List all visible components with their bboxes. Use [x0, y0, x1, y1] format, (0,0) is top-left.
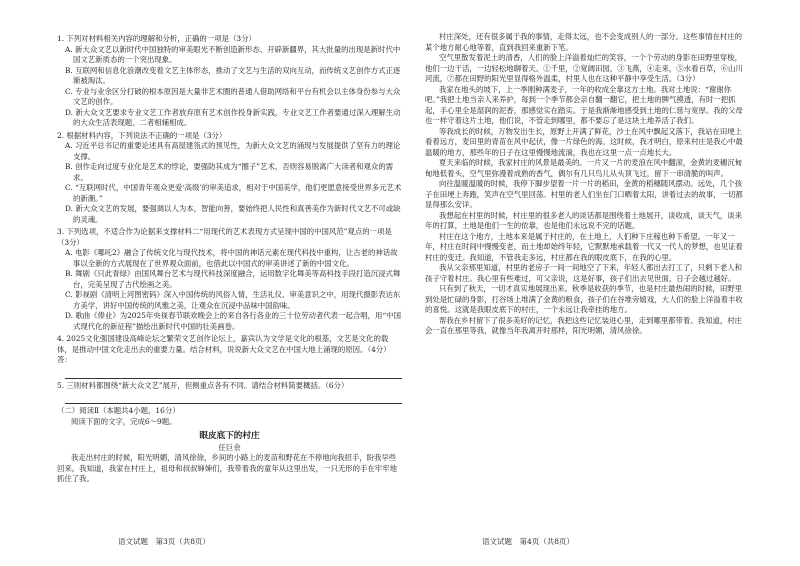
left-column — [57, 32, 402, 485]
answer-label: 答： — [57, 355, 72, 364]
question-stem: 1. 下列对材料相关内容的理解和分析，正确的一项是（3分） — [57, 34, 256, 43]
option-d: D. 新大众文艺的发展，要强调以人为本，智能向善，要始终把人民性和真善美作为新时代文艺不可或缺的灵魂。 — [65, 204, 401, 224]
article-paragraph: 空气里散发着泥土的清香，人们的脸上洋溢着灿烂的笑容，一个个劳动的身影在田野里穿梭，他们一边干活，一边轻松地聊着天。①千里，②宽阔田园，③飞燕，④走来，⑤水看百草，⑥山川河流，⑦都在田野的阳光里显得格外温柔，村里人也在这种平静中享受生活。（3分） — [425, 53, 743, 83]
option-b: B. 创作走向过度专业化是艺术的悖论，要强防其成为“圈子”艺术，否则容易脱离广大读者和观众的需求。 — [65, 162, 394, 182]
reading-section — [57, 406, 402, 485]
question-stem: 5. 三则材料都围绕“新大众文艺”展开，但侧重点各有不同。请结合材料简要概括。（6分） — [57, 380, 349, 390]
option-a: A. 新大众文艺以新时代中国独特的审美眼光不断创造新形态、开辟新疆界，其大批量的出现是新时代中国文艺新质态的一个突出现象。 — [65, 44, 401, 64]
article-paragraph: 夏天来临的时候，我家村庄的风景是最美的。一片又一片的麦浪在风中翻滚，金黄的麦穗沉甸甸地低着头，空气里弥漫着成熟的香气，偶尔有几只鸟儿从头顶飞过，留下一串清脆的叫声。 — [425, 158, 743, 178]
question-4 — [57, 334, 402, 379]
article-paragraph: 村庄在这个地方，土地本来是属于村庄的，在土地上，人们种下庄稼也种下希望。一年又一年，村庄在时间中慢慢变老，而土地却始终年轻，它默默地承载着一代又一代人的梦想，也见证着村庄的变迁。我知道，不管我走多远，村庄都在我的眼皮底下，在我的心里。 — [425, 231, 743, 262]
page-footer-right: 语文试题 第4页（共8页） — [482, 537, 575, 546]
page-footer-left: 语文试题 第3页（共8页） — [118, 537, 211, 546]
question-stem: 2. 根据材料内容，下列说法不正确的一项是（3分） — [57, 130, 227, 140]
question-3 — [57, 227, 402, 332]
option-c: C. “互联网时代，中国青年观众更爱‘高级’的审美追求，相对于中国美学，他们更愿意接受世界多元艺术的新潮。” — [65, 183, 402, 203]
question-5 — [57, 381, 402, 405]
question-2 — [57, 131, 402, 226]
option-c: C. 影视剧《清明上河图密码》深入中国传统的风俗人情，生活礼仪、审美意识之中，用现代摄影表达东方美学，讲好中国传统的风雅之美，让观众在沉浸中品味中国韵味。 — [65, 290, 401, 310]
option-a: A. 习近平总书记的重要论述具有高屋建瓴式的预见性，为新大众文艺的涌现与发展提供了坚有力的理论支撑。 — [65, 141, 401, 161]
option-d: D. 歌曲《俸业》为2025年央视春节联欢晚会上的来自各行各业的三十位劳动者代表一起合唱，用“中国式现代化的新征程”描绘出新时代中国的壮美画卷。 — [65, 311, 401, 331]
article-paragraph: 向往温暖温暖的时候，我停下脚步望着一片一片的稻田，金黄的稻穗随风摆动。远处，几个孩子在田埂上奔跑，笑声在空气里回荡。村里的老人们坐在门口晒着太阳，讲着过去的故事，一切都显得那么安详。 — [425, 179, 743, 209]
article-paragraph: 我从父亲那里知道，村里的老房子一间一间地空了下来，年轻人都出去打工了，只剩下老人和孩子守着村庄。我心里有些难过，可父亲说，这是好事，孩子们出去见世面，日子会越过越好。 — [425, 263, 743, 283]
article-title: 眼皮底下的村庄 — [199, 431, 260, 441]
article-paragraph: 村庄深处，还有很多属于我的事情，走得太远，也不会变成别人的一部分。这些事情在村庄的某个地方耐心地等着，直到我回来重新下笔。 — [425, 32, 743, 52]
answer-line[interactable] — [65, 392, 402, 404]
section-heading: （二）阅读Ⅱ（本题共4小题，16分） — [57, 406, 180, 415]
option-a: A. 电影《哪吒2》融合了传统文化与现代技术，将中国的神话元素在现代科技中重构，让古老的神话故事以全新的方式展现在了世界观众面前，也借此以中国式的审美讲述了新的中国文化。 — [65, 248, 398, 268]
option-c: C. 专业与业余区分打破的根本原因是大量非艺术圈的普通人借助网络和平台有机会以主体身份参与大众文艺的创作。 — [65, 86, 401, 106]
answer-line[interactable] — [65, 367, 402, 379]
right-column — [425, 32, 747, 337]
article-paragraph: 帮我在乡村留下了很多美好的记忆，我把这些记忆装进心里，走到哪里都带着。我知道，村庄会一直在那里等我，就像当年我离开时那样，阳光明媚，清风徐徐。 — [425, 315, 743, 335]
option-d: D. 新大众文艺要求专业文艺工作者放弃原有艺术创作投身新实践，专业文艺工作者要通过深入理解生动的大众生活表现题、二者相辅相成。 — [65, 107, 401, 127]
article-paragraph: 只有到了秋天，一切才真实地展现出来。秋季是收获的季节，也是村庄最热闹的时候，田野里到处是忙碌的身影，打谷场上堆满了金黄的粮食，孩子们在谷堆旁嬉戏，大人们的脸上洋溢着丰收的喜悦。这就是我眼皮底下的村庄，一个永远让我牵挂的地方。 — [425, 284, 743, 314]
option-b: B. 互联网和信息化浪潮改变着文艺主体形态，推动了文艺与生活的双向互动，而传统文艺创作方式正逐渐被淘汰。 — [65, 65, 401, 85]
option-b: B. 舞剧《只此青绿》由国风舞台艺术与现代科技深度融合，运用数字化舞美等高科技手段打造沉浸式舞台，完美呈现了古代绘画之美。 — [65, 269, 401, 289]
article-paragraph: 我想起在村里的时候，村庄里的很多老人的谈话都是围绕着土地展开，谈收成，谈天气，谈来年的打算，土地是他们一生的依靠，也是他们永远说不完的话题。 — [425, 210, 743, 230]
article-paragraph: 我家在地头的坡下，上一季刚种满麦子，一年的收成全靠这方土地。我对土地说：“谢谢你吧。”我把土地当亲人来养护，每到一个季节都会亲自翻一翻它，把土地的脾气摸透，有时一把抓起，手心里全是湿润的泥香，那感觉实在踏实。于是我渐渐地感受到土地的仁慈与宽厚。我的父母也一样守着这片土地，他们说，不管走到哪里，都不要忘了是这块土地养活了我们。 — [425, 84, 743, 125]
article-paragraph: 等我成长的时候，万物发出生长，原野上开满了鲜花，沙土在风中飘起又落下，我站在田埂上看着远方，麦田里的青苗在风中起伏，像一片绿色的海。这时候，我才明白，原来村庄是我心中最温暖的地方，那些年的日子在这里慢慢地流淌，我也在这里一点一点地长大。 — [425, 126, 743, 157]
question-1 — [57, 34, 402, 129]
article-paragraph: 我走出村庄的时候，阳光明媚，清风徐徐，乡间的小路上的麦苗和野花在不停地向我招手，盼我早些回来。我知道，我家在村庄上，祖母和叔叔婶婶们，我带着我的童年从这里出发，一只无形的手在牢牢地抓住了我。 — [57, 453, 397, 483]
question-stem: 4. 2025文化强国建设高峰论坛之繁荣文艺创作论坛上，嘉宾认为文学是文化的根基，文艺是文化的载体，是推动中国文化走出去的重要力量。结合材料，说说新大众文艺在中国大地上涌现的原因。（4分） — [57, 334, 391, 354]
question-stem: 3. 下列选项，不适合作为论据来支撑材料二“用现代的艺术表现方式呈现中国的中国风范”观点的一项是（3分） — [57, 227, 392, 247]
article-author: 任巨余 — [218, 442, 241, 452]
section-instruction: 阅读下面的文字，完成6～9题。 — [71, 416, 177, 426]
